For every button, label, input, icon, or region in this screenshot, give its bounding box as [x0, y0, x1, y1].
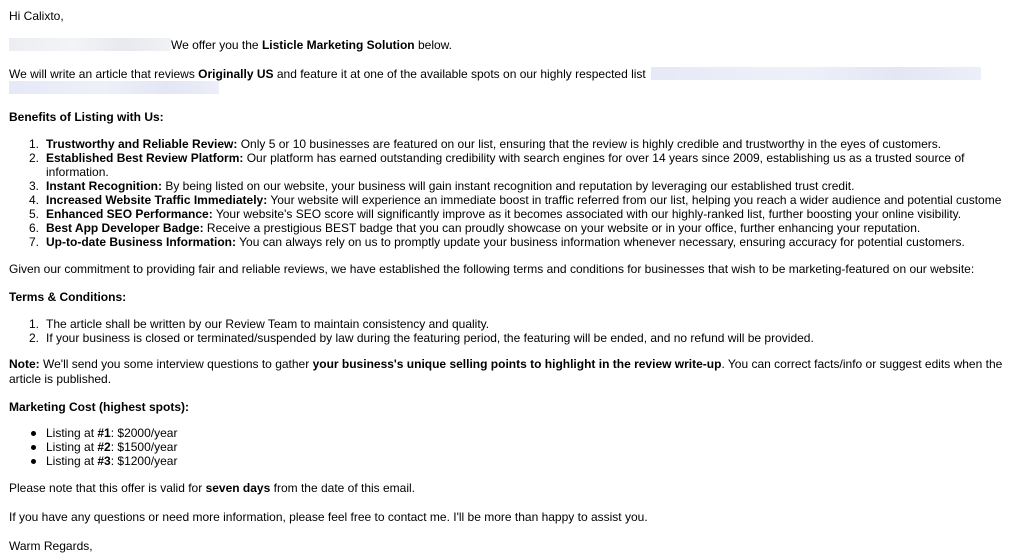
contact-line: If you have any questions or need more information, please feel free to contact me. I'll be more than happy to assist you.: [9, 510, 648, 524]
cost-heading: Marketing Cost (highest spots):: [9, 400, 190, 414]
company-name: Originally US: [198, 67, 274, 81]
intro-line: We offer you the Listicle Marketing Solution below.: [9, 38, 452, 52]
bullet-icon: [31, 431, 36, 436]
email-body: Hi Calixto, We offer you the Listicle Marketing Solution below. We will write an article that reviews Originally US and feature it at one of the available spots on our highly respected list Benefits of Listing with Us: 1. Trustworthy and Reliable Review: Only 5 or 10 businesses are featured on our list, ensuring that the review is highly credible and trustworthy in the eyes of customers. 2. Established Best Review Platform: Our platform has earned outstanding credibility with search engines for over 14 years since 2009, establishing us as a trusted source of information. 3. Instant Recognition: By being listed on our website, your business will gain instant recognition and reputation by leveraging our established trust credit. 4. Increased Website Traffic Immediately: Your website will experience an immediate boost in traffic referred from our list, helping you reach a wider audience and potential custome 5. Enhanced SEO Performance: Your website's SEO score will significantly improve as it becomes associated with our highly-ranked list, further boosting your online visibility. 6. Best App Developer Badge: Receive a prestigious BEST badge that you can proudly showcase on your website or in your office, further enhancing your reputation. 7. Up-to-date Business Information: You can always rely on us to promptly update your business information whenever necessary, ensuring accuracy for potential customers. Given our commitment to providing fair and reliable reviews, we have established the following terms and conditions for businesses that wish to be marketing-featured on our website: Terms & Conditions: 1. The article shall be written by our Review Team to maintain consistency and quality. 2. If your business is closed or terminated/suspended by law during the featuring period, the featuring will be ended, and no refund will be provided. Note: We'll send you some interview questions to gather your business's unique selling points to highlight in the review write-up. You can correct facts/info or suggest edits when the article is published. Marketing Cost (highest spots): Listing at #1: $2000/year Listing at #2: $1500/year Listing at #3: $1200/year Please note that this offer is valid for seven days from the date of this email. If you have any questions or need more information, please feel free to contact me. I'll be more than happy to assist you. Warm Regards,: [9, 9, 1003, 553]
commitment-text: Given our commitment to providing fair and reliable reviews, we have established the following terms and conditions for businesses that wish to be marketing-featured on our website:: [9, 262, 975, 276]
validity-line: Please note that this offer is valid for seven days from the date of this email.: [9, 481, 416, 495]
greeting: Hi Calixto,: [9, 9, 64, 23]
bullet-icon: [31, 459, 36, 464]
note-line: Note: We'll send you some interview questions to gather your business's unique selling points to highlight in the review write-up. You can correct facts/info or suggest edits when the: [9, 357, 1003, 371]
redacted-link-cont[interactable]: [9, 81, 219, 94]
article-line-cont: [9, 81, 219, 95]
redacted-link[interactable]: [651, 67, 981, 80]
note-line-cont: article is published.: [9, 372, 112, 386]
benefits-heading: Benefits of Listing with Us:: [9, 110, 164, 124]
bullet-icon: [31, 445, 36, 450]
note-label: Note:: [9, 357, 40, 371]
terms-heading: Terms & Conditions:: [9, 290, 127, 304]
solution-name: Listicle Marketing Solution: [261, 38, 415, 52]
signoff: Warm Regards,: [9, 539, 93, 553]
article-line: We will write an article that reviews Originally US and feature it at one of the available spots on our highly respected list: [9, 67, 981, 81]
redacted-name: [9, 38, 171, 51]
